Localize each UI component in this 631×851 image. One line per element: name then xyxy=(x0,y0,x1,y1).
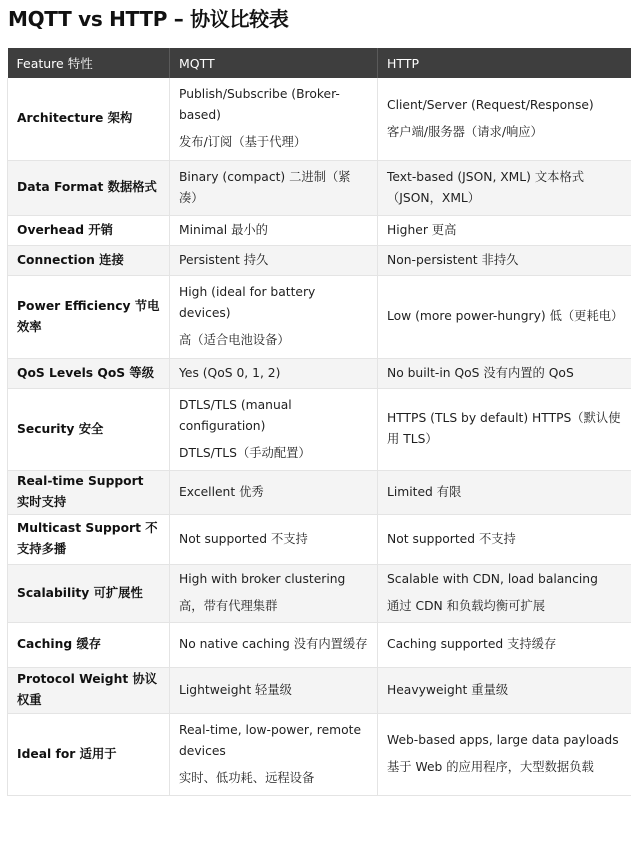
http-cell xyxy=(378,622,631,667)
http-cell xyxy=(378,215,631,245)
mqtt-cell-line: Binary (compact) 二进制（紧凑） xyxy=(179,169,351,205)
http-cell-line: Higher 更高 xyxy=(387,222,457,237)
table-row xyxy=(8,564,631,622)
http-cell-line: No built-in QoS 没有内置的 QoS xyxy=(387,365,574,380)
feature-cell: Power Efficiency 节电效率 xyxy=(8,275,170,358)
feature-cell: Protocol Weight 协议权重 xyxy=(8,667,170,713)
mqtt-cell-line: 实时、低功耗、远程设备 xyxy=(179,770,315,785)
mqtt-cell xyxy=(170,388,378,470)
feature-cell: Security 安全 xyxy=(8,388,170,470)
http-cell-line: Web-based apps, large data payloads xyxy=(387,733,619,747)
mqtt-cell-line: High (ideal for battery devices) xyxy=(179,285,316,320)
http-cell-line: Client/Server (Request/Response) xyxy=(387,97,594,112)
mqtt-cell-line: Publish/Subscribe (Broker-based) xyxy=(179,87,340,123)
mqtt-cell xyxy=(170,564,378,622)
mqtt-cell-line: Yes (QoS 0, 1, 2) xyxy=(179,365,281,380)
mqtt-cell-line: High with broker clustering xyxy=(179,572,346,586)
page-title: MQTT vs HTTP – 协议比较表 xyxy=(8,7,289,31)
mqtt-cell xyxy=(170,514,378,564)
table-header xyxy=(8,48,631,78)
table-row xyxy=(8,160,631,215)
header-mqtt: MQTT xyxy=(170,48,378,78)
http-cell-line: Scalable with CDN, load balancing xyxy=(387,572,598,586)
mqtt-cell xyxy=(170,245,378,275)
http-cell-line: HTTPS (TLS by default) HTTPS（默认使用 TLS） xyxy=(387,411,621,446)
feature-cell: Connection 连接 xyxy=(8,245,170,275)
comparison-table xyxy=(7,48,631,796)
http-cell xyxy=(378,358,631,388)
mqtt-cell-line: Persistent 持久 xyxy=(179,252,269,267)
table-row xyxy=(8,215,631,245)
mqtt-cell xyxy=(170,713,378,795)
mqtt-cell-line: DTLS/TLS（手动配置） xyxy=(179,445,311,460)
mqtt-cell-line: 高，带有代理集群 xyxy=(179,599,278,613)
feature-cell: Architecture 架构 xyxy=(8,78,170,160)
http-cell-line: Non-persistent 非持久 xyxy=(387,252,519,267)
http-cell xyxy=(378,470,631,514)
mqtt-cell-line: Not supported 不支持 xyxy=(179,531,308,546)
mqtt-cell-line: Lightweight 轻量级 xyxy=(179,682,292,697)
feature-cell: Real-time Support 实时支持 xyxy=(8,470,170,514)
feature-cell: Ideal for 适用于 xyxy=(8,713,170,795)
http-cell-line: Caching supported 支持缓存 xyxy=(387,637,557,651)
table-row xyxy=(8,667,631,713)
feature-cell: Data Format 数据格式 xyxy=(8,160,170,215)
mqtt-cell xyxy=(170,275,378,358)
feature-cell: Overhead 开销 xyxy=(8,215,170,245)
table-row xyxy=(8,388,631,470)
http-cell xyxy=(378,78,631,160)
header-http: HTTP xyxy=(378,48,631,78)
table-row xyxy=(8,713,631,795)
http-cell xyxy=(378,713,631,795)
feature-cell: Caching 缓存 xyxy=(8,622,170,667)
http-cell-line: 客户端/服务器（请求/响应） xyxy=(387,124,543,139)
table-row xyxy=(8,622,631,667)
http-cell-line: Text-based (JSON, XML) 文本格式（JSON，XML） xyxy=(387,169,585,205)
mqtt-cell xyxy=(170,667,378,713)
mqtt-cell xyxy=(170,78,378,160)
mqtt-cell-line: No native caching 没有内置缓存 xyxy=(179,637,368,651)
http-cell xyxy=(378,564,631,622)
feature-cell: Scalability 可扩展性 xyxy=(8,564,170,622)
http-cell xyxy=(378,667,631,713)
mqtt-cell xyxy=(170,215,378,245)
table-row xyxy=(8,275,631,358)
mqtt-cell xyxy=(170,358,378,388)
mqtt-cell-line: DTLS/TLS (manual configuration) xyxy=(179,397,292,433)
feature-cell: Multicast Support 不支持多播 xyxy=(8,514,170,564)
mqtt-cell-line: Excellent 优秀 xyxy=(179,484,264,499)
http-cell-line: Not supported 不支持 xyxy=(387,531,516,546)
mqtt-cell xyxy=(170,622,378,667)
http-cell-line: Low (more power-hungry) 低（更耗电） xyxy=(387,309,624,323)
feature-cell: QoS Levels QoS 等级 xyxy=(8,358,170,388)
header-feature: Feature 特性 xyxy=(8,48,170,78)
http-cell-line: Heavyweight 重量级 xyxy=(387,682,509,697)
mqtt-cell xyxy=(170,160,378,215)
http-cell xyxy=(378,514,631,564)
http-cell-line: Limited 有限 xyxy=(387,484,462,499)
mqtt-cell xyxy=(170,470,378,514)
http-cell-line: 通过 CDN 和负载均衡可扩展 xyxy=(387,599,546,613)
table-row xyxy=(8,245,631,275)
http-cell xyxy=(378,388,631,470)
http-cell xyxy=(378,245,631,275)
header-row xyxy=(8,48,631,78)
table-row xyxy=(8,78,631,160)
table-row xyxy=(8,514,631,564)
mqtt-cell-line: 高（适合电池设备） xyxy=(179,333,290,347)
mqtt-cell-line: 发布/订阅（基于代理） xyxy=(179,135,307,150)
mqtt-cell-line: Real-time, low-power, remote devices xyxy=(179,722,362,758)
table-row xyxy=(8,470,631,514)
table-row xyxy=(8,358,631,388)
http-cell-line: 基于 Web 的应用程序，大型数据负载 xyxy=(387,760,594,774)
http-cell xyxy=(378,275,631,358)
table-body xyxy=(8,78,631,795)
http-cell xyxy=(378,160,631,215)
mqtt-cell-line: Minimal 最小的 xyxy=(179,222,268,237)
